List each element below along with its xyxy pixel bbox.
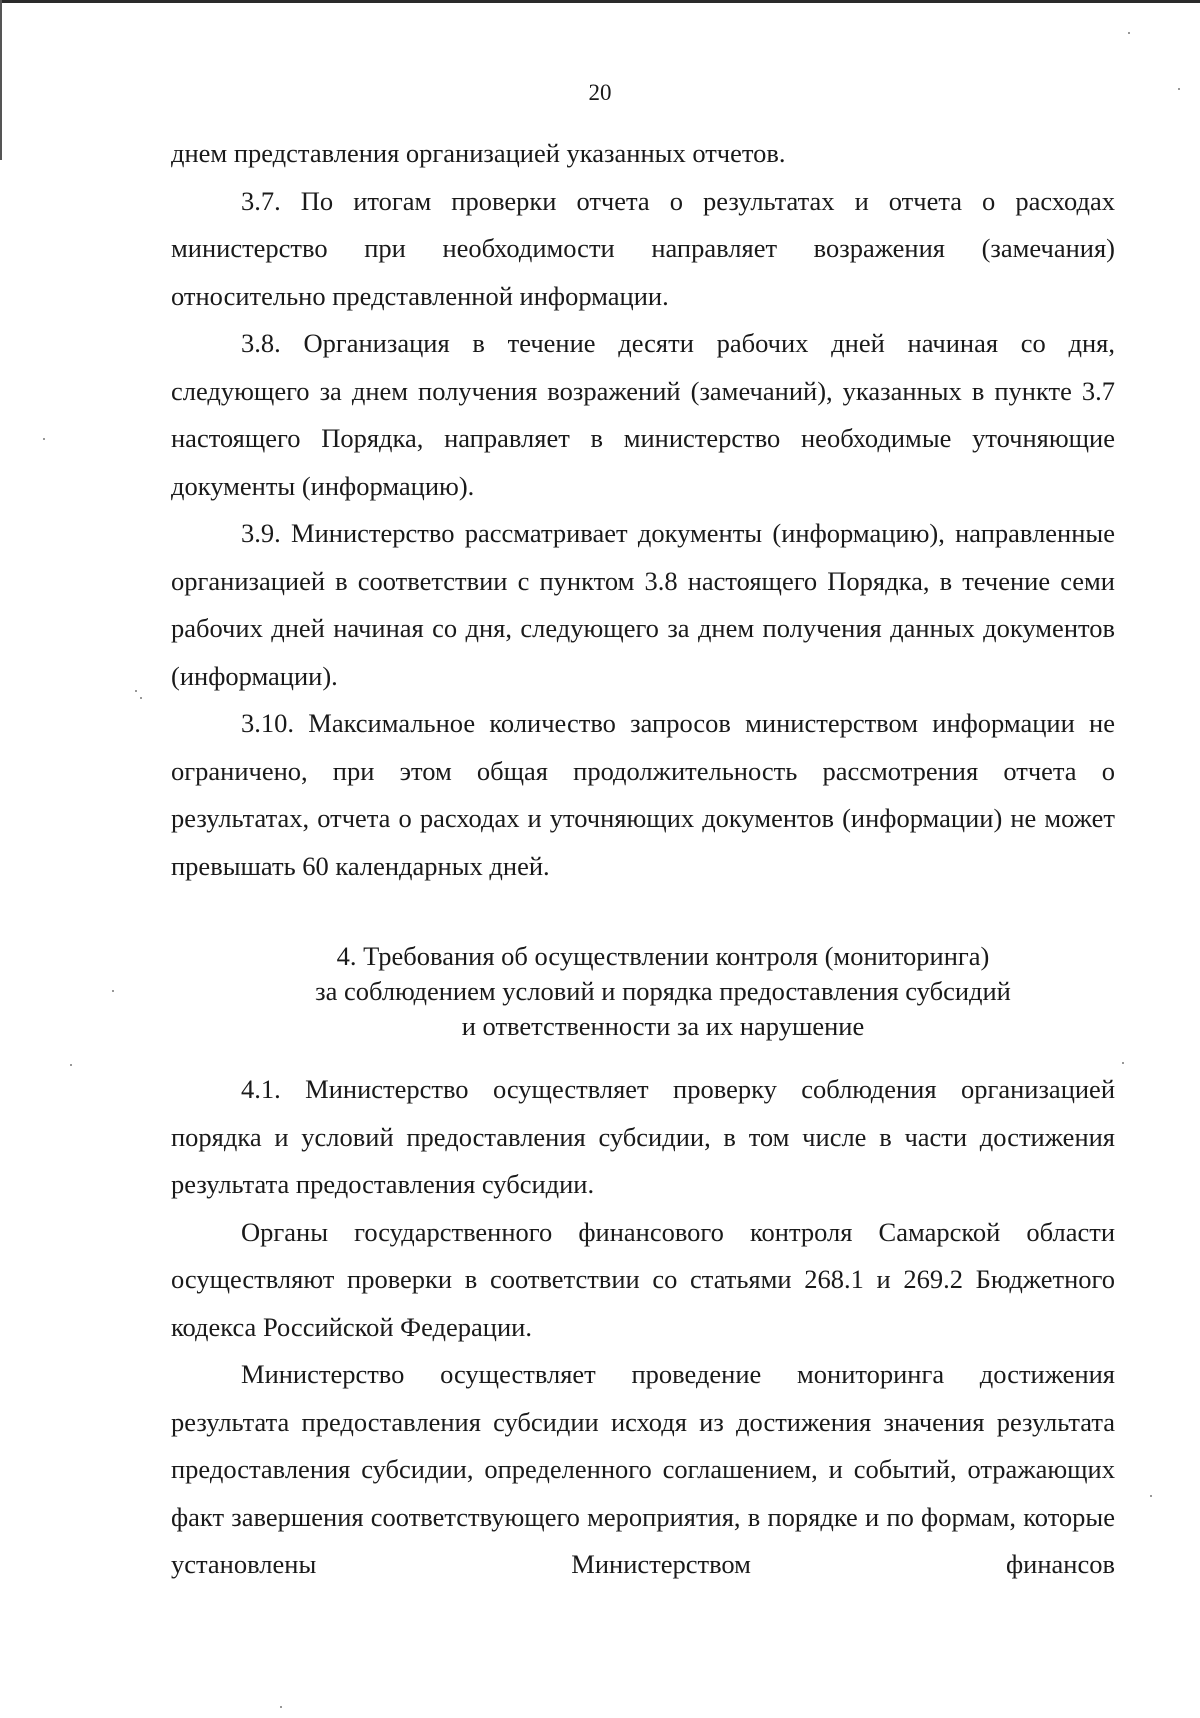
scan-speck (1128, 32, 1130, 34)
section-heading-line: и ответственности за их нарушение (461, 1011, 865, 1041)
scan-top-border (0, 0, 1200, 3)
paragraph-continuation: днем представления организацией указанных отчетов. (171, 138, 786, 168)
page-number: 20 (588, 80, 612, 105)
scan-speck (135, 690, 137, 692)
paragraph-4-1: 4.1. Министерство осуществляет проверку соблюдения организацией порядка и условий предоставления субсидии, в том числе в части достижения результата предоставления субсидии. (171, 1074, 1115, 1199)
section-4-heading (171, 939, 1115, 1044)
paragraph-3-10: 3.10. Максимальное количество запросов министерством информации не ограничено, при этом общая продолжительность рассмотрения отчета о результатах, отчета о расходах и уточняющих документов (информации) не может превышать 60 календарных дней. (171, 708, 1115, 881)
scan-speck (1122, 1062, 1124, 1064)
paragraph-monitoring: Министерство осуществляет проведение мониторинга достижения результата предоставления субсидии исходя из достижения значения результата предоставления субсидии, определенного соглашением, и событий, отражающих факт завершения соответствующего мероприятия, в порядке и по формам, которые установлены Министерством финансов (171, 1359, 1115, 1579)
document-body (171, 130, 1115, 1589)
scan-speck (140, 697, 142, 699)
paragraph-state-control: Органы государственного финансового контроля Самарской области осуществляют проверки в соответствии со статьями 268.1 и 269.2 Бюджетного кодекса Российской Федерации. (171, 1216, 1115, 1342)
scan-speck (280, 1706, 282, 1708)
scan-speck (112, 990, 114, 992)
scan-speck (43, 438, 45, 440)
scan-speck (1178, 88, 1180, 90)
section-heading-line: 4. Требования об осуществлении контроля (мониторинга) (336, 941, 990, 971)
scan-speck (1150, 1495, 1152, 1497)
section-heading-line: за соблюдением условий и порядка предоставления субсидий (315, 976, 1011, 1006)
scan-speck (70, 1064, 72, 1066)
paragraph-3-7: 3.7. По итогам проверки отчета о результатах и отчета о расходах министерство при необходимости направляет возражения (замечания) относительно представленной информации. (171, 185, 1115, 311)
paragraph-3-8: 3.8. Организация в течение десяти рабочих дней начиная со дня, следующего за днем получения возражений (замечаний), указанных в пункте 3.7 настоящего Порядка, направляет в министерство необходимые уточняющие документы (информацию). (171, 328, 1115, 501)
paragraph-3-9: 3.9. Министерство рассматривает документы (информацию), направленные организацией в соответствии с пунктом 3.8 настоящего Порядка, в течение семи рабочих дней начиная со дня, следующего за днем получения данных документов (информации). (171, 518, 1115, 691)
